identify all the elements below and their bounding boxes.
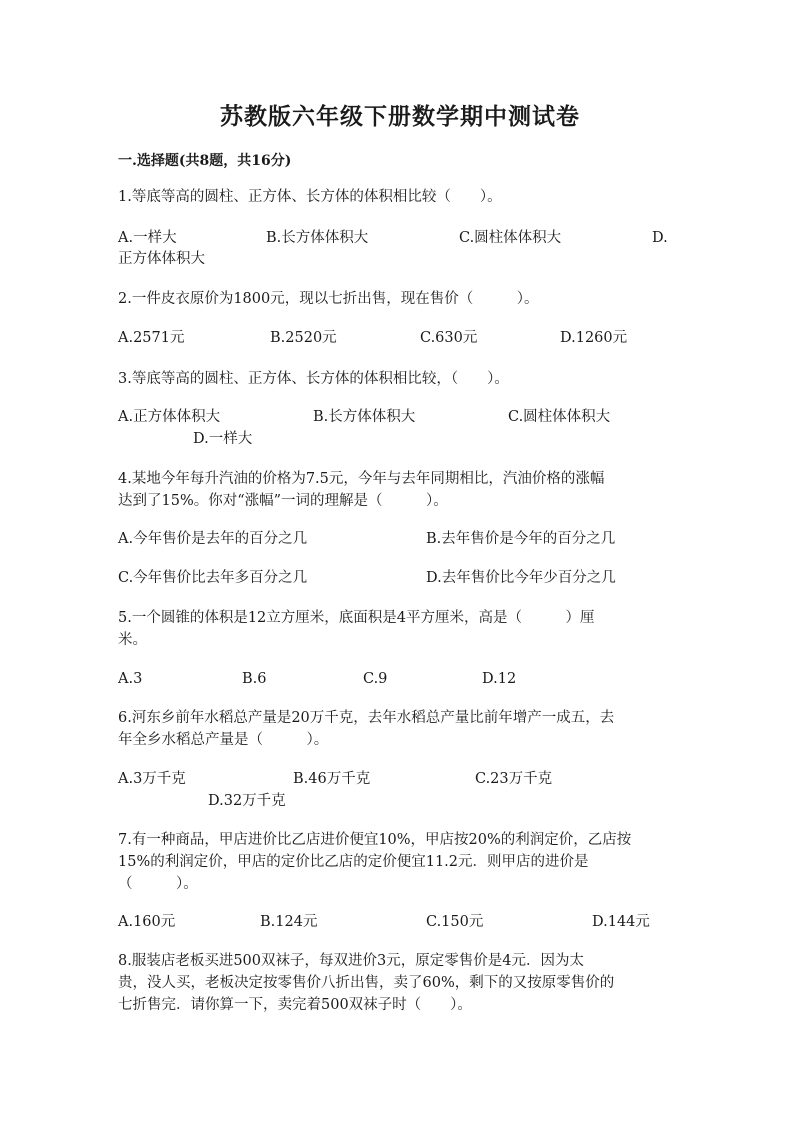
question-1-stem: 1.等底等高的圆柱、正方体、长方体的体积相比较（ ）。 [118, 189, 502, 205]
question-1-option-d-text: 正方体体积大 [118, 251, 205, 267]
question-6-option-c: C.23万千克 [475, 771, 553, 787]
question-7-option-c: C.150元 [426, 914, 484, 930]
question-4-option-a: A.今年售价是去年的百分之几 [118, 531, 308, 547]
question-7-option-d: D.144元 [592, 914, 650, 930]
question-3-stem: 3.等底等高的圆柱、正方体、长方体的体积相比较，（ ）。 [118, 371, 509, 387]
question-2-option-d: D.1260元 [560, 330, 628, 346]
question-7-option-b: B.124元 [260, 914, 318, 930]
question-2-option-c: C.630元 [420, 330, 478, 346]
question-4-option-d: D.去年售价比今年少百分之几 [426, 570, 616, 586]
question-2-stem: 2.一件皮衣原价为1800元，现以七折出售，现在售价（ ）。 [118, 291, 539, 307]
question-7-stem-line-3: （ ）。 [118, 876, 198, 892]
question-5-option-b: B.6 [242, 671, 267, 687]
page-title: 苏教版六年级下册数学期中测试卷 [220, 103, 580, 130]
question-6-option-a: A.3万千克 [118, 771, 186, 787]
question-5-option-d: D.12 [482, 671, 517, 687]
question-4-option-c: C.今年售价比去年多百分之几 [118, 570, 308, 586]
question-5-stem-line-1: 5.一个圆锥的体积是12立方厘米，底面积是4平方厘米，高是（ ）厘 [118, 610, 595, 626]
question-5-option-c: C.9 [363, 671, 388, 687]
question-5-stem-line-2: 米。 [118, 632, 147, 648]
question-2-option-b: B.2520元 [270, 330, 337, 346]
question-2-option-a: A.2571元 [118, 330, 185, 346]
question-1-option-d: D. [652, 230, 668, 246]
question-6-stem-line-1: 6.河东乡前年水稻总产量是20万千克，去年水稻总产量比前年增产一成五，去 [118, 710, 615, 726]
question-8-stem-line-3: 七折售完．请你算一下，卖完着500双袜子时（ ）。 [118, 997, 472, 1013]
question-8-stem-line-2: 贵，没人买，老板决定按零售价八折出售，卖了60%，剩下的又按原零售价的 [118, 975, 615, 991]
section-heading: 一.选择题(共8题，共16分) [118, 153, 292, 169]
question-3-option-a: A.正方体体积大 [118, 409, 221, 425]
question-1-option-b: B.长方体体积大 [266, 230, 369, 246]
question-3-option-d: D.一样大 [193, 431, 253, 447]
question-4-stem-line-2: 达到了15%。你对“涨幅”一词的理解是（ ）。 [118, 493, 448, 509]
question-1-option-c: C.圆柱体体积大 [459, 230, 562, 246]
question-5-option-a: A.3 [118, 671, 143, 687]
question-7-option-a: A.160元 [118, 914, 176, 930]
question-8-stem-line-1: 8.服装店老板买进500双袜子，每双进价3元，原定零售价是4元．因为太 [118, 953, 584, 969]
question-1-option-a: A.一样大 [118, 230, 177, 246]
question-3-option-c: C.圆柱体体积大 [508, 409, 611, 425]
question-3-option-b: B.长方体体积大 [313, 409, 416, 425]
question-6-option-d: D.32万千克 [208, 793, 286, 809]
question-6-stem-line-2: 年全乡水稻总产量是（ ）。 [118, 732, 329, 748]
question-6-option-b: B.46万千克 [293, 771, 371, 787]
question-7-stem-line-2: 15%的利润定价，甲店的定价比乙店的定价便宜11.2元．则甲店的进价是 [118, 854, 589, 870]
question-4-stem-line-1: 4.某地今年每升汽油的价格为7.5元，今年与去年同期相比，汽油价格的涨幅 [118, 471, 605, 487]
question-7-stem-line-1: 7.有一种商品，甲店进价比乙店进价便宜10%，甲店按20%的利润定价，乙店按 [118, 832, 632, 848]
question-4-option-b: B.去年售价是今年的百分之几 [426, 531, 616, 547]
